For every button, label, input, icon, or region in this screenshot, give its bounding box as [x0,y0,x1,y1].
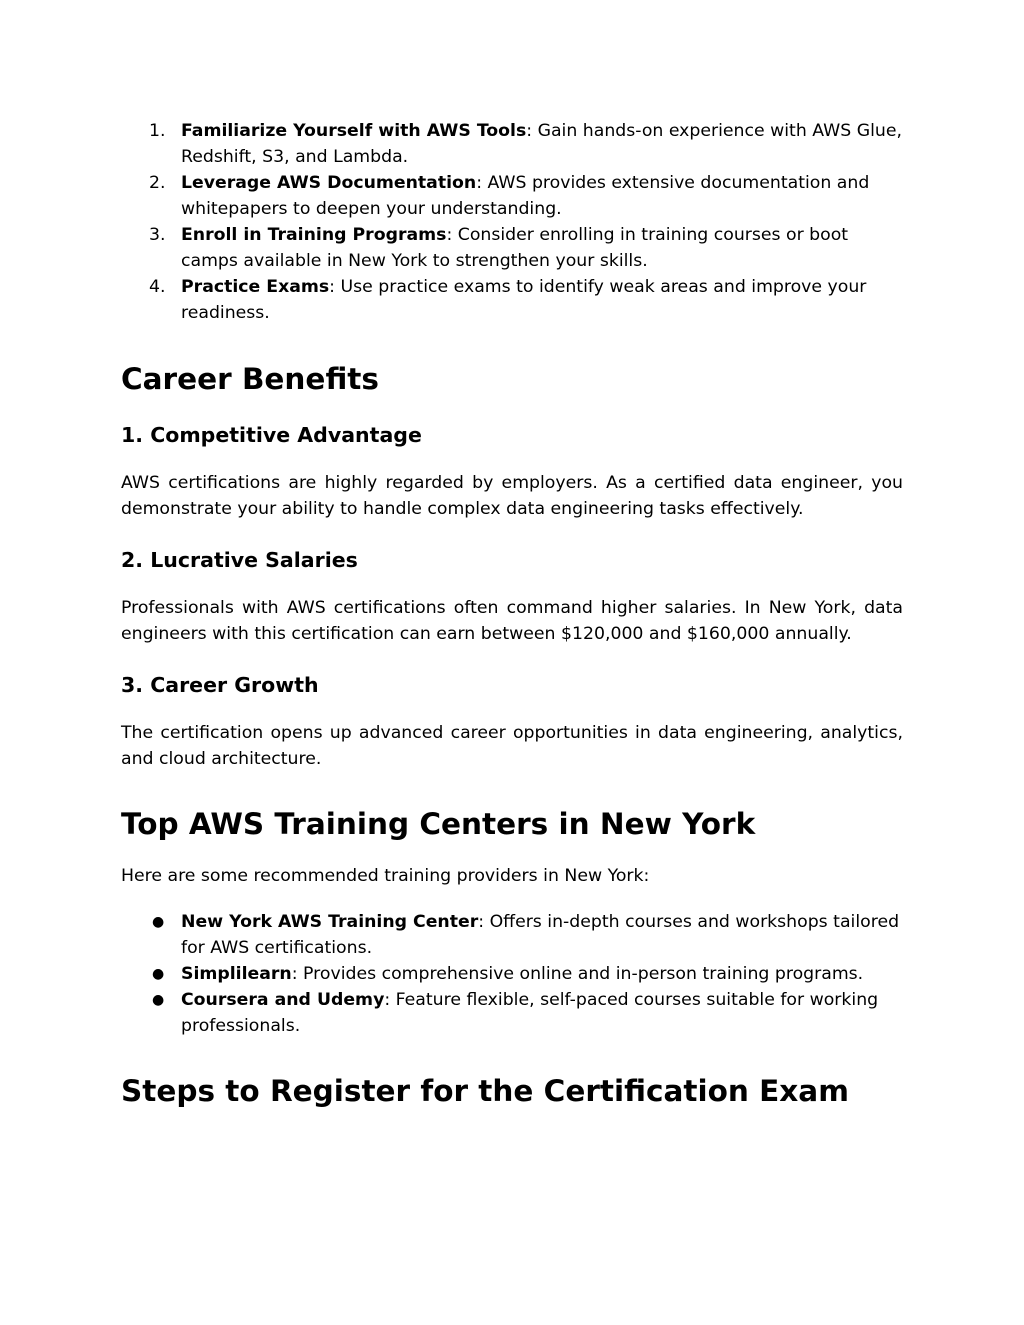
paragraph-lucrative-salaries: Professionals with AWS certifications often command higher salaries. In New York, data engineers with this certification can earn between $120,000 and $160,000 annually. [121,598,903,644]
list-item [121,961,903,987]
list-item-text: : Gain hands-on experience with AWS Glue, Redshift, S3, and Lambda. [181,121,902,167]
list-item-title: Simplilearn [181,964,292,984]
list-item-text: : Feature flexible, self-paced courses suitable for working professionals. [181,990,879,1036]
bullet-list [121,909,903,1039]
bullet-icon: ● [152,966,165,982]
list-item-text: : AWS provides extensive documentation and whitepapers to deepen your understanding. [181,173,870,219]
list-number: 2. [149,173,166,193]
bullet-icon: ● [152,992,165,1008]
numbered-list [121,118,903,326]
list-item-text: : Provides comprehensive online and in-person training programs. [291,964,864,984]
bullet-icon: ● [152,914,165,930]
list-item [121,909,903,961]
list-item-title: Practice Exams [181,277,330,297]
list-number: 1. [149,121,166,141]
list-item-title: New York AWS Training Center [181,912,479,932]
list-item [121,987,903,1039]
heading-training-centers: Top AWS Training Centers in New York [121,807,756,841]
list-item-text: : Offers in-depth courses and workshops tailored for AWS certifications. [181,912,900,958]
list-item [121,222,903,274]
heading-career-growth: 3. Career Growth [121,673,319,697]
list-item [121,274,903,326]
document-page [121,118,903,1109]
heading-competitive-advantage: 1. Competitive Advantage [121,423,422,447]
heading-register-steps: Steps to Register for the Certification Exam [121,1074,849,1108]
list-item-title: Familiarize Yourself with AWS Tools [181,121,527,141]
list-number: 3. [149,225,166,245]
list-item [121,118,903,170]
list-item-title: Enroll in Training Programs [181,225,447,245]
paragraph-career-growth: The certification opens up advanced career opportunities in data engineering, analytics, and cloud architecture. [121,723,903,769]
list-item-text: : Use practice exams to identify weak areas and improve your readiness. [181,277,867,323]
list-item [121,170,903,222]
paragraph-competitive-advantage: AWS certifications are highly regarded by employers. As a certified data engineer, you demonstrate your ability to handle complex data engineering tasks effectively. [121,473,903,519]
list-item-title: Coursera and Udemy [181,990,385,1010]
list-item-text: : Consider enrolling in training courses or boot camps available in New York to strengthen your skills. [181,225,849,271]
paragraph-training-intro: Here are some recommended training providers in New York: [121,866,650,886]
list-number: 4. [149,277,166,297]
heading-lucrative-salaries: 2. Lucrative Salaries [121,548,358,572]
list-item-title: Leverage AWS Documentation [181,173,477,193]
heading-career-benefits: Career Benefits [121,362,379,396]
